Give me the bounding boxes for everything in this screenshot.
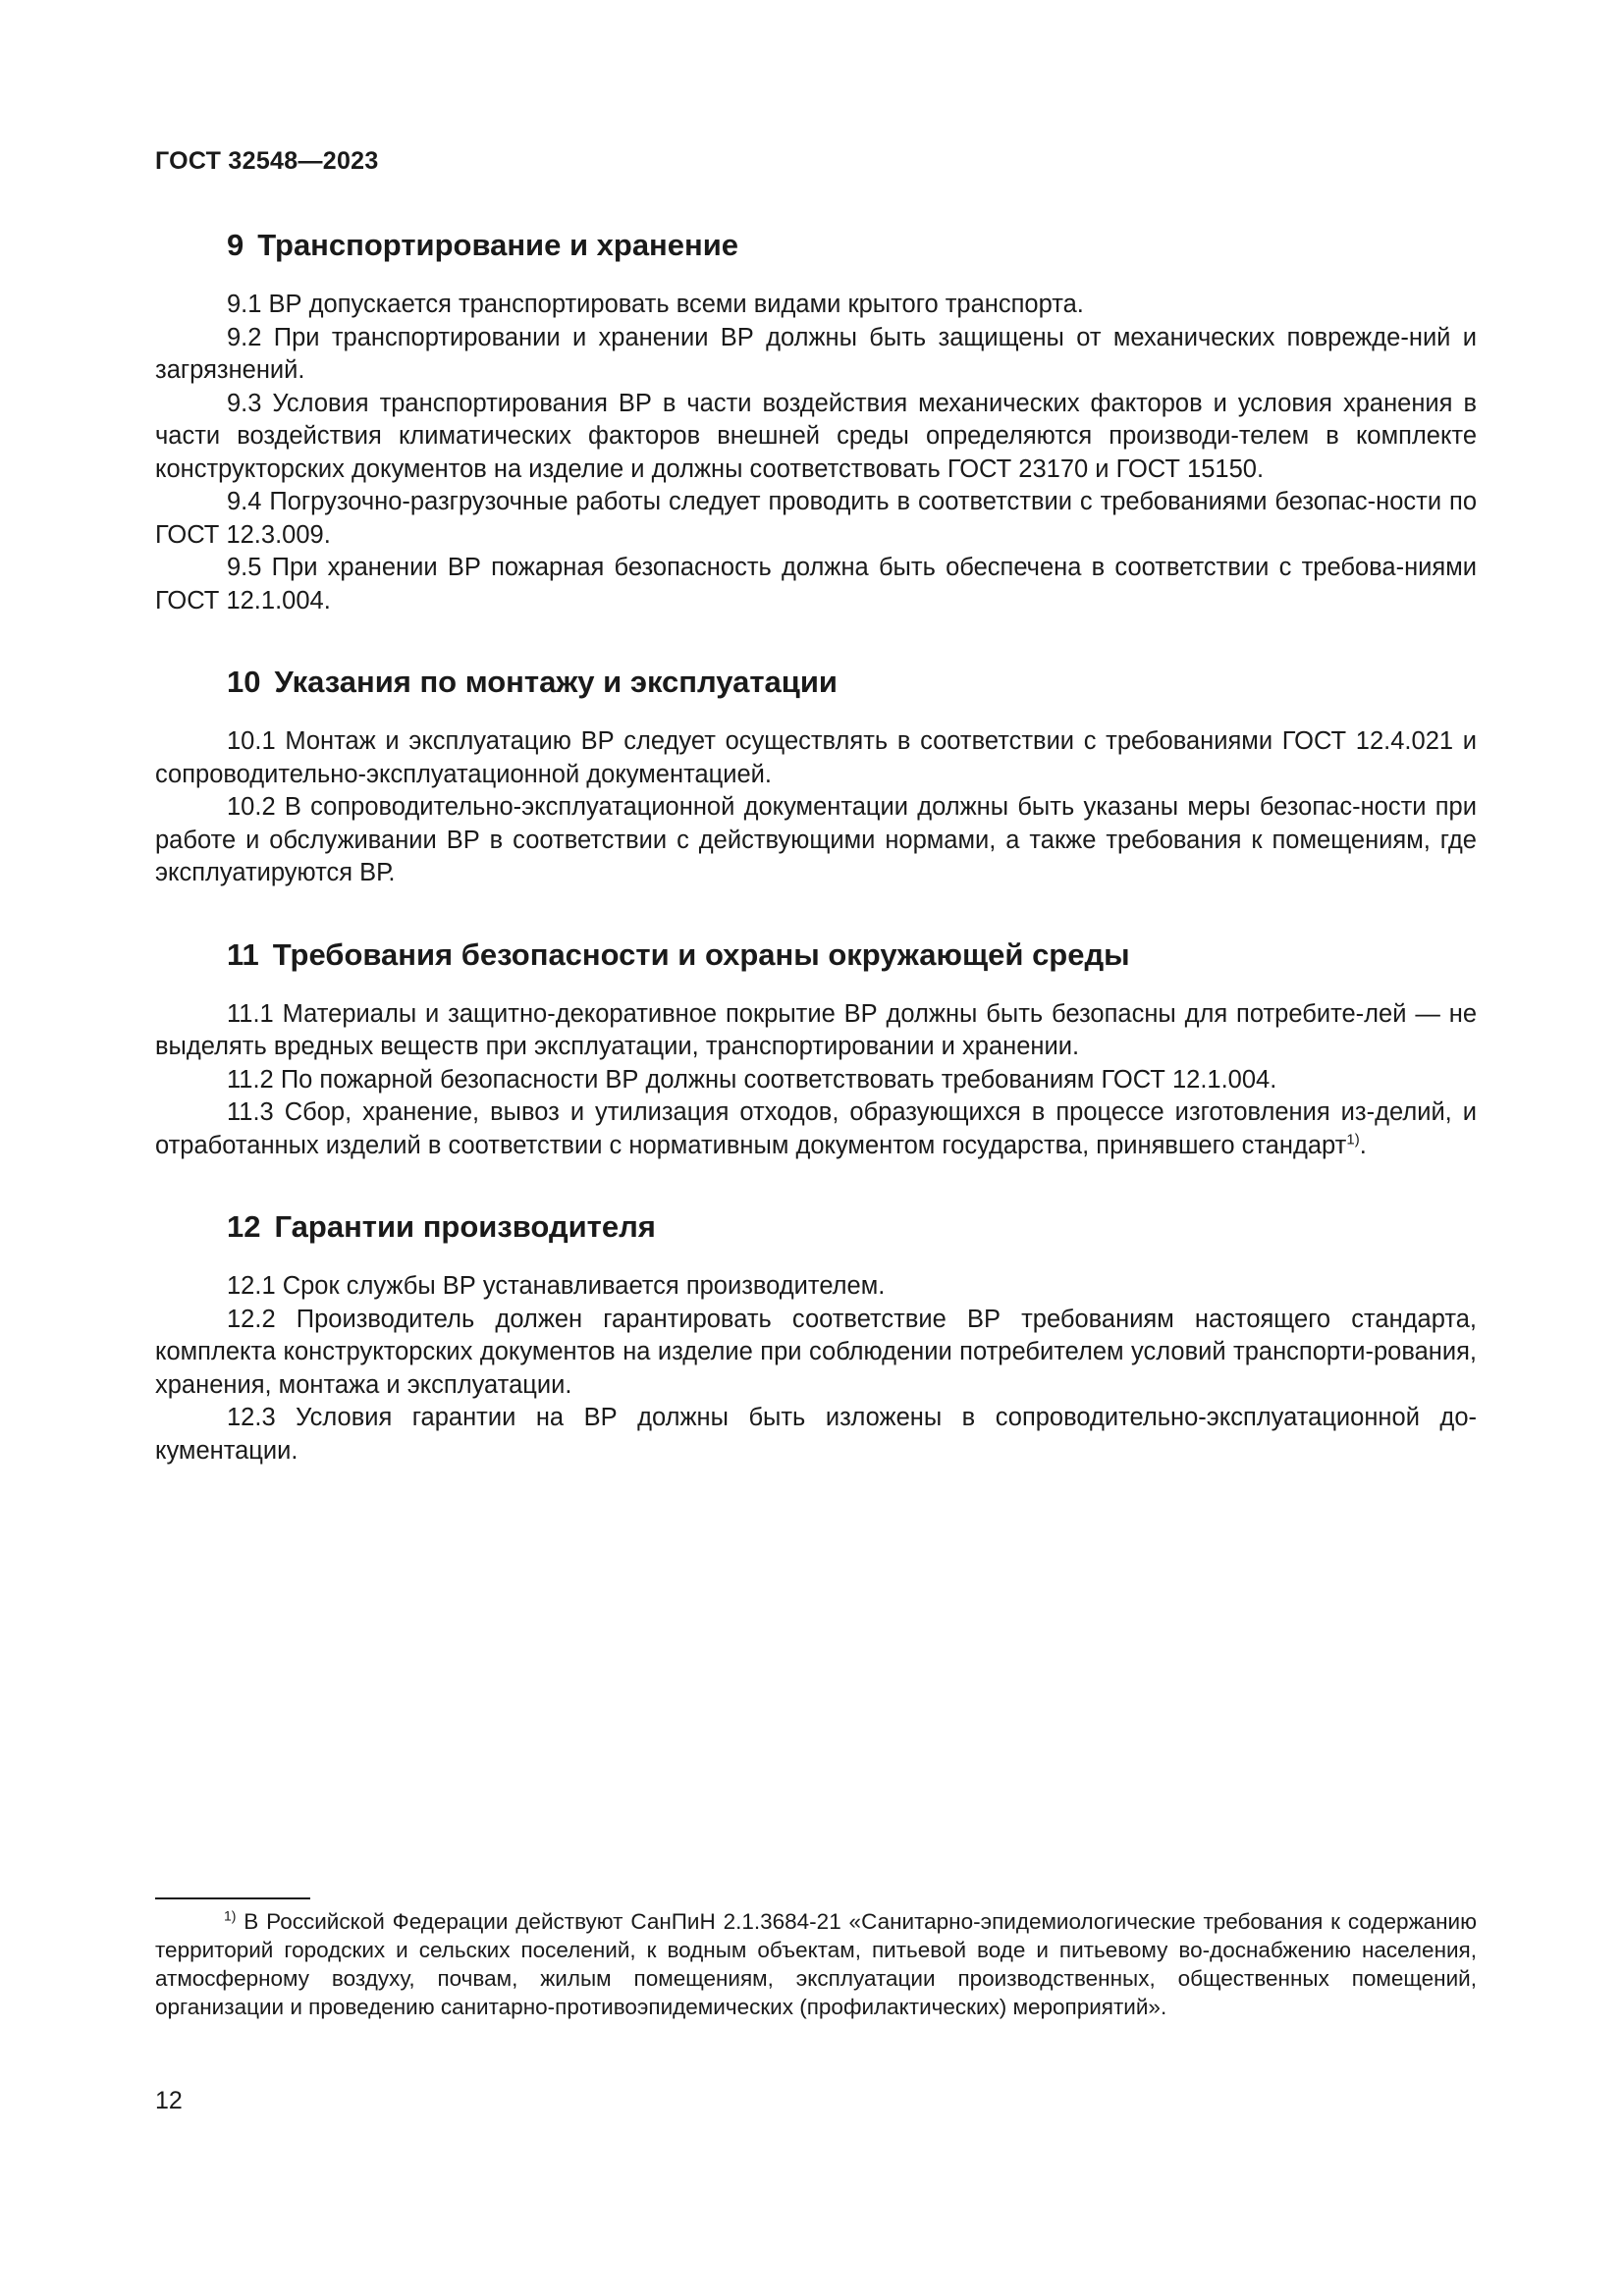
- paragraph-9-4: 9.4 Погрузочно-разгрузочные работы следует проводить в соответствии с требованиями безопас-ности по ГОСТ 12.3.009.: [155, 488, 1477, 549]
- document-header: ГОСТ 32548—2023: [155, 147, 379, 175]
- section-12: [155, 1205, 1477, 1468]
- paragraph-11-3: [155, 1096, 1477, 1162]
- section-heading: [155, 661, 1477, 704]
- section-title: Требования безопасности и охраны окружающей среды: [272, 936, 1130, 972]
- section-number: 9: [227, 228, 244, 262]
- paragraph-9-5: 9.5 При хранении ВР пожарная безопасность должна быть обеспечена в соответствии с требова-ниями ГОСТ 12.1.004.: [155, 554, 1477, 614]
- paragraph-12-2: 12.2 Производитель должен гарантировать соответствие ВР требованиям настоящего стандарта, комплекта конструкторских документов на изделие при соблюдении потребителем условий транспорти-рования, хранения, монтажа и эксплуатации.: [155, 1305, 1477, 1399]
- paragraph-9-3: 9.3 Условия транспортирования ВР в части воздействия механических факторов и условия хранения в части воздействия климатических факторов внешней среды определяются производи-телем в комплекте конструкторских документов на изделие и должны соответствовать ГОСТ 23170 и ГОСТ 15150.: [155, 389, 1477, 483]
- footnote-divider: [155, 1897, 310, 1899]
- section-title: Указания по монтажу и эксплуатации: [274, 665, 838, 699]
- section-9: [155, 224, 1477, 617]
- paragraph-12-1: 12.1 Срок службы ВР устанавливается производителем.: [227, 1272, 886, 1300]
- section-heading: [155, 1205, 1477, 1249]
- section-11: [155, 934, 1477, 1163]
- paragraph-11-1: 11.1 Материалы и защитно-декоративное покрытие ВР должны быть безопасны для потребите-лей — не выделять вредных веществ при эксплуатации, транспортировании и хранении.: [155, 999, 1477, 1060]
- paragraph-10-1: 10.1 Монтаж и эксплуатацию ВР следует осуществлять в соответствии с требованиями ГОСТ 12.4.021 и сопроводительно-эксплуатационной документацией.: [155, 727, 1477, 788]
- section-10: [155, 661, 1477, 890]
- footnote-text: [155, 1907, 1477, 2021]
- paragraph-11-2: 11.2 По пожарной безопасности ВР должны соответствовать требованиям ГОСТ 12.1.004.: [227, 1065, 1277, 1094]
- paragraph-11-3-tail: .: [1359, 1131, 1367, 1159]
- page-number: 12: [155, 2087, 183, 2114]
- paragraph-11-3-text: 11.3 Сбор, хранение, вывоз и утилизация отходов, образующихся в процессе изготовления из-делий, и отработанных изделий в соответствии с нормативным документом государства, принявшего стандарт: [155, 1098, 1477, 1159]
- section-number: 10: [227, 665, 261, 699]
- section-heading: [155, 934, 1477, 977]
- paragraph-9-2: 9.2 При транспортировании и хранении ВР должны быть защищены от механических поврежде-ний и загрязнений.: [155, 323, 1477, 384]
- section-number: 11: [227, 936, 259, 972]
- paragraph-10-2: 10.2 В сопроводительно-эксплуатационной документации должны быть указаны меры безопас-ности при работе и обслуживании ВР в соответствии с действующими нормами, а также требования к помещениям, где эксплуатируются ВР.: [155, 793, 1477, 886]
- paragraph-9-1: 9.1 ВР допускается транспортировать всеми видами крытого транспорта.: [227, 291, 1084, 318]
- footnote-body: В Российской Федерации действуют СанПиН 2.1.3684-21 «Санитарно-эпидемиологические требования к содержанию территорий городских и сельских поселений, к водным объектам, питьевой воде и питьевому во-доснабжению населения, атмосферному воздуху, почвам, жилым помещениям, эксплуатации производственных, общественных помещений, организации и проведению санитарно-противоэпидемических (профилактических) мероприятий».: [155, 1909, 1477, 2019]
- footnote-block: [155, 1897, 1477, 2021]
- footnote-reference[interactable]: 1): [1346, 1131, 1360, 1148]
- document-body: [155, 224, 1477, 1468]
- section-heading: [155, 224, 1477, 267]
- section-number: 12: [227, 1209, 261, 1244]
- section-title: Гарантии производителя: [274, 1209, 656, 1244]
- paragraph-12-3: 12.3 Условия гарантии на ВР должны быть изложены в сопроводительно-эксплуатационной до-кументации.: [155, 1404, 1477, 1465]
- section-title: Транспортирование и хранение: [257, 228, 739, 262]
- footnote-marker: 1): [224, 1907, 237, 1924]
